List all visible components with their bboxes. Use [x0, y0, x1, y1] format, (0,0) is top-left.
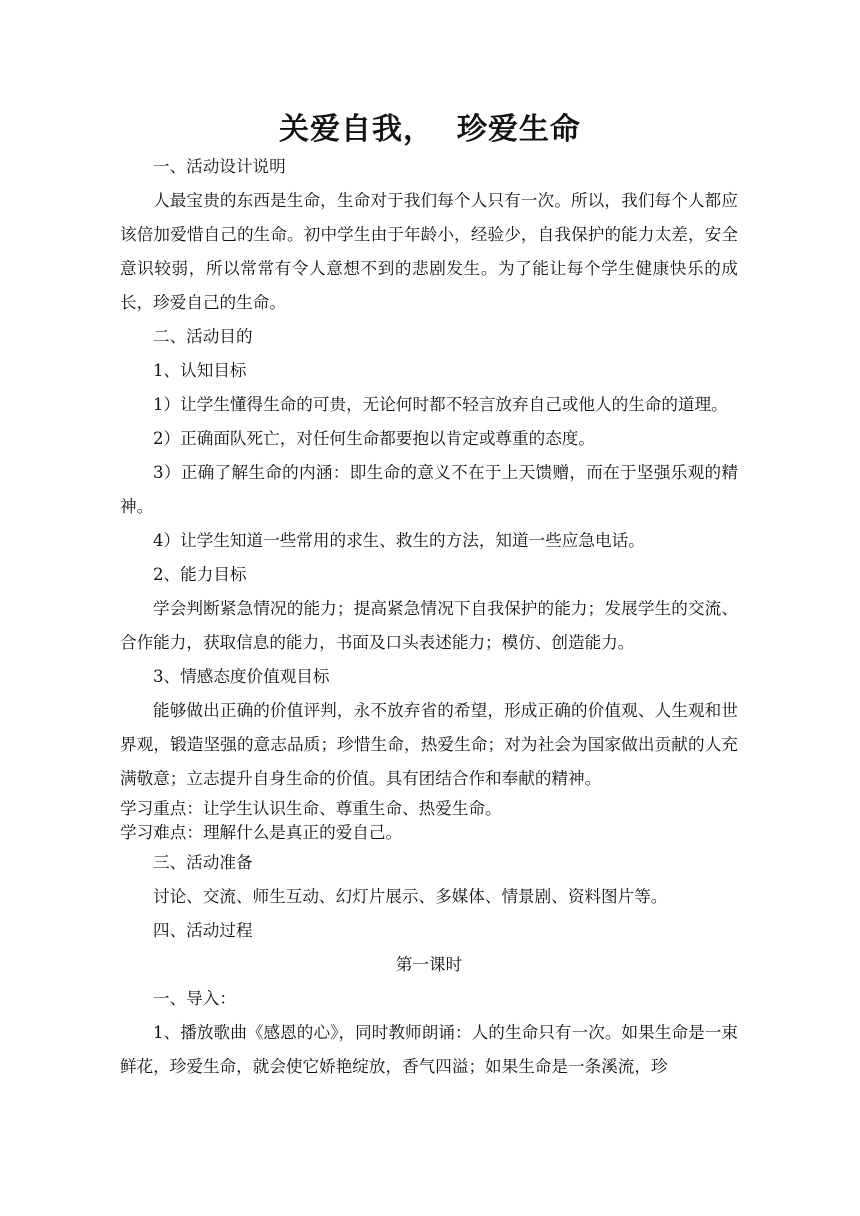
section-heading: 四、活动过程 — [153, 921, 253, 940]
section-heading: 一、活动设计说明 — [153, 157, 286, 176]
paragraph: 1、播放歌曲《感恩的心》，同时教师朗诵：人的生命只有一次。如果生命是一束鲜花，珍爱生命，就会使它娇艳绽放，香气四溢；如果生命是一条溪流，珍 — [120, 1023, 738, 1076]
paragraph: 能够做出正确的价值评判，永不放弃省的希望，形成正确的价值观、人生观和世界观，锻造坚强的意志品质；珍惜生命，热爱生命；对为社会为国家做出贡献的人充满敬意；立志提升自身生命的价值。具有团结合作和奉献的精神。 — [120, 701, 738, 788]
subsection-heading: 2、能力目标 — [153, 565, 247, 584]
lesson-heading: 第一课时 — [395, 955, 463, 974]
paragraph: 讨论、交流、师生互动、幻灯片展示、多媒体、情景剧、资料图片等。 — [153, 887, 668, 906]
document-title: 关爱自我， 珍爱生命 — [279, 112, 581, 147]
list-item: 1）让学生懂得生命的可贵，无论何时都不轻言放弃自己或他人的生命的道理。 — [153, 395, 728, 414]
list-item: 4）让学生知道一些常用的求生、救生的方法，知道一些应急电话。 — [153, 531, 645, 550]
section-heading: 二、活动目的 — [153, 327, 253, 346]
difficult-point: 学习难点：理解什么是真正的爱自己。 — [120, 823, 403, 842]
list-item: 2）正确面队死亡，对任何生命都要抱以肯定或尊重的态度。 — [153, 429, 595, 448]
section-heading: 三、活动准备 — [153, 853, 253, 872]
list-item: 3）正确了解生命的内涵：即生命的意义不在于上天馈赠，而在于坚强乐观的精神。 — [120, 463, 738, 516]
paragraph: 人最宝贵的东西是生命，生命对于我们每个人只有一次。所以，我们每个人都应该倍加爱惜自己的生命。初中学生由于年龄小，经验少，自我保护的能力太差，安全意识较弱，所以常常有令人意想不到的悲剧发生。为了能让每个学生健康快乐的成长，珍爱自己的生命。 — [120, 191, 738, 312]
section-heading: 一、导入： — [153, 989, 236, 1008]
key-point: 学习重点：让学生认识生命、尊重生命、热爱生命。 — [120, 799, 502, 818]
document-body — [120, 150, 738, 1084]
paragraph: 学会判断紧急情况的能力；提高紧急情况下自我保护的能力；发展学生的交流、合作能力，获取信息的能力，书面及口头表述能力；模仿、创造能力。 — [120, 599, 738, 652]
subsection-heading: 1、认知目标 — [153, 361, 247, 380]
subsection-heading: 3、情感态度价值观目标 — [153, 667, 330, 686]
